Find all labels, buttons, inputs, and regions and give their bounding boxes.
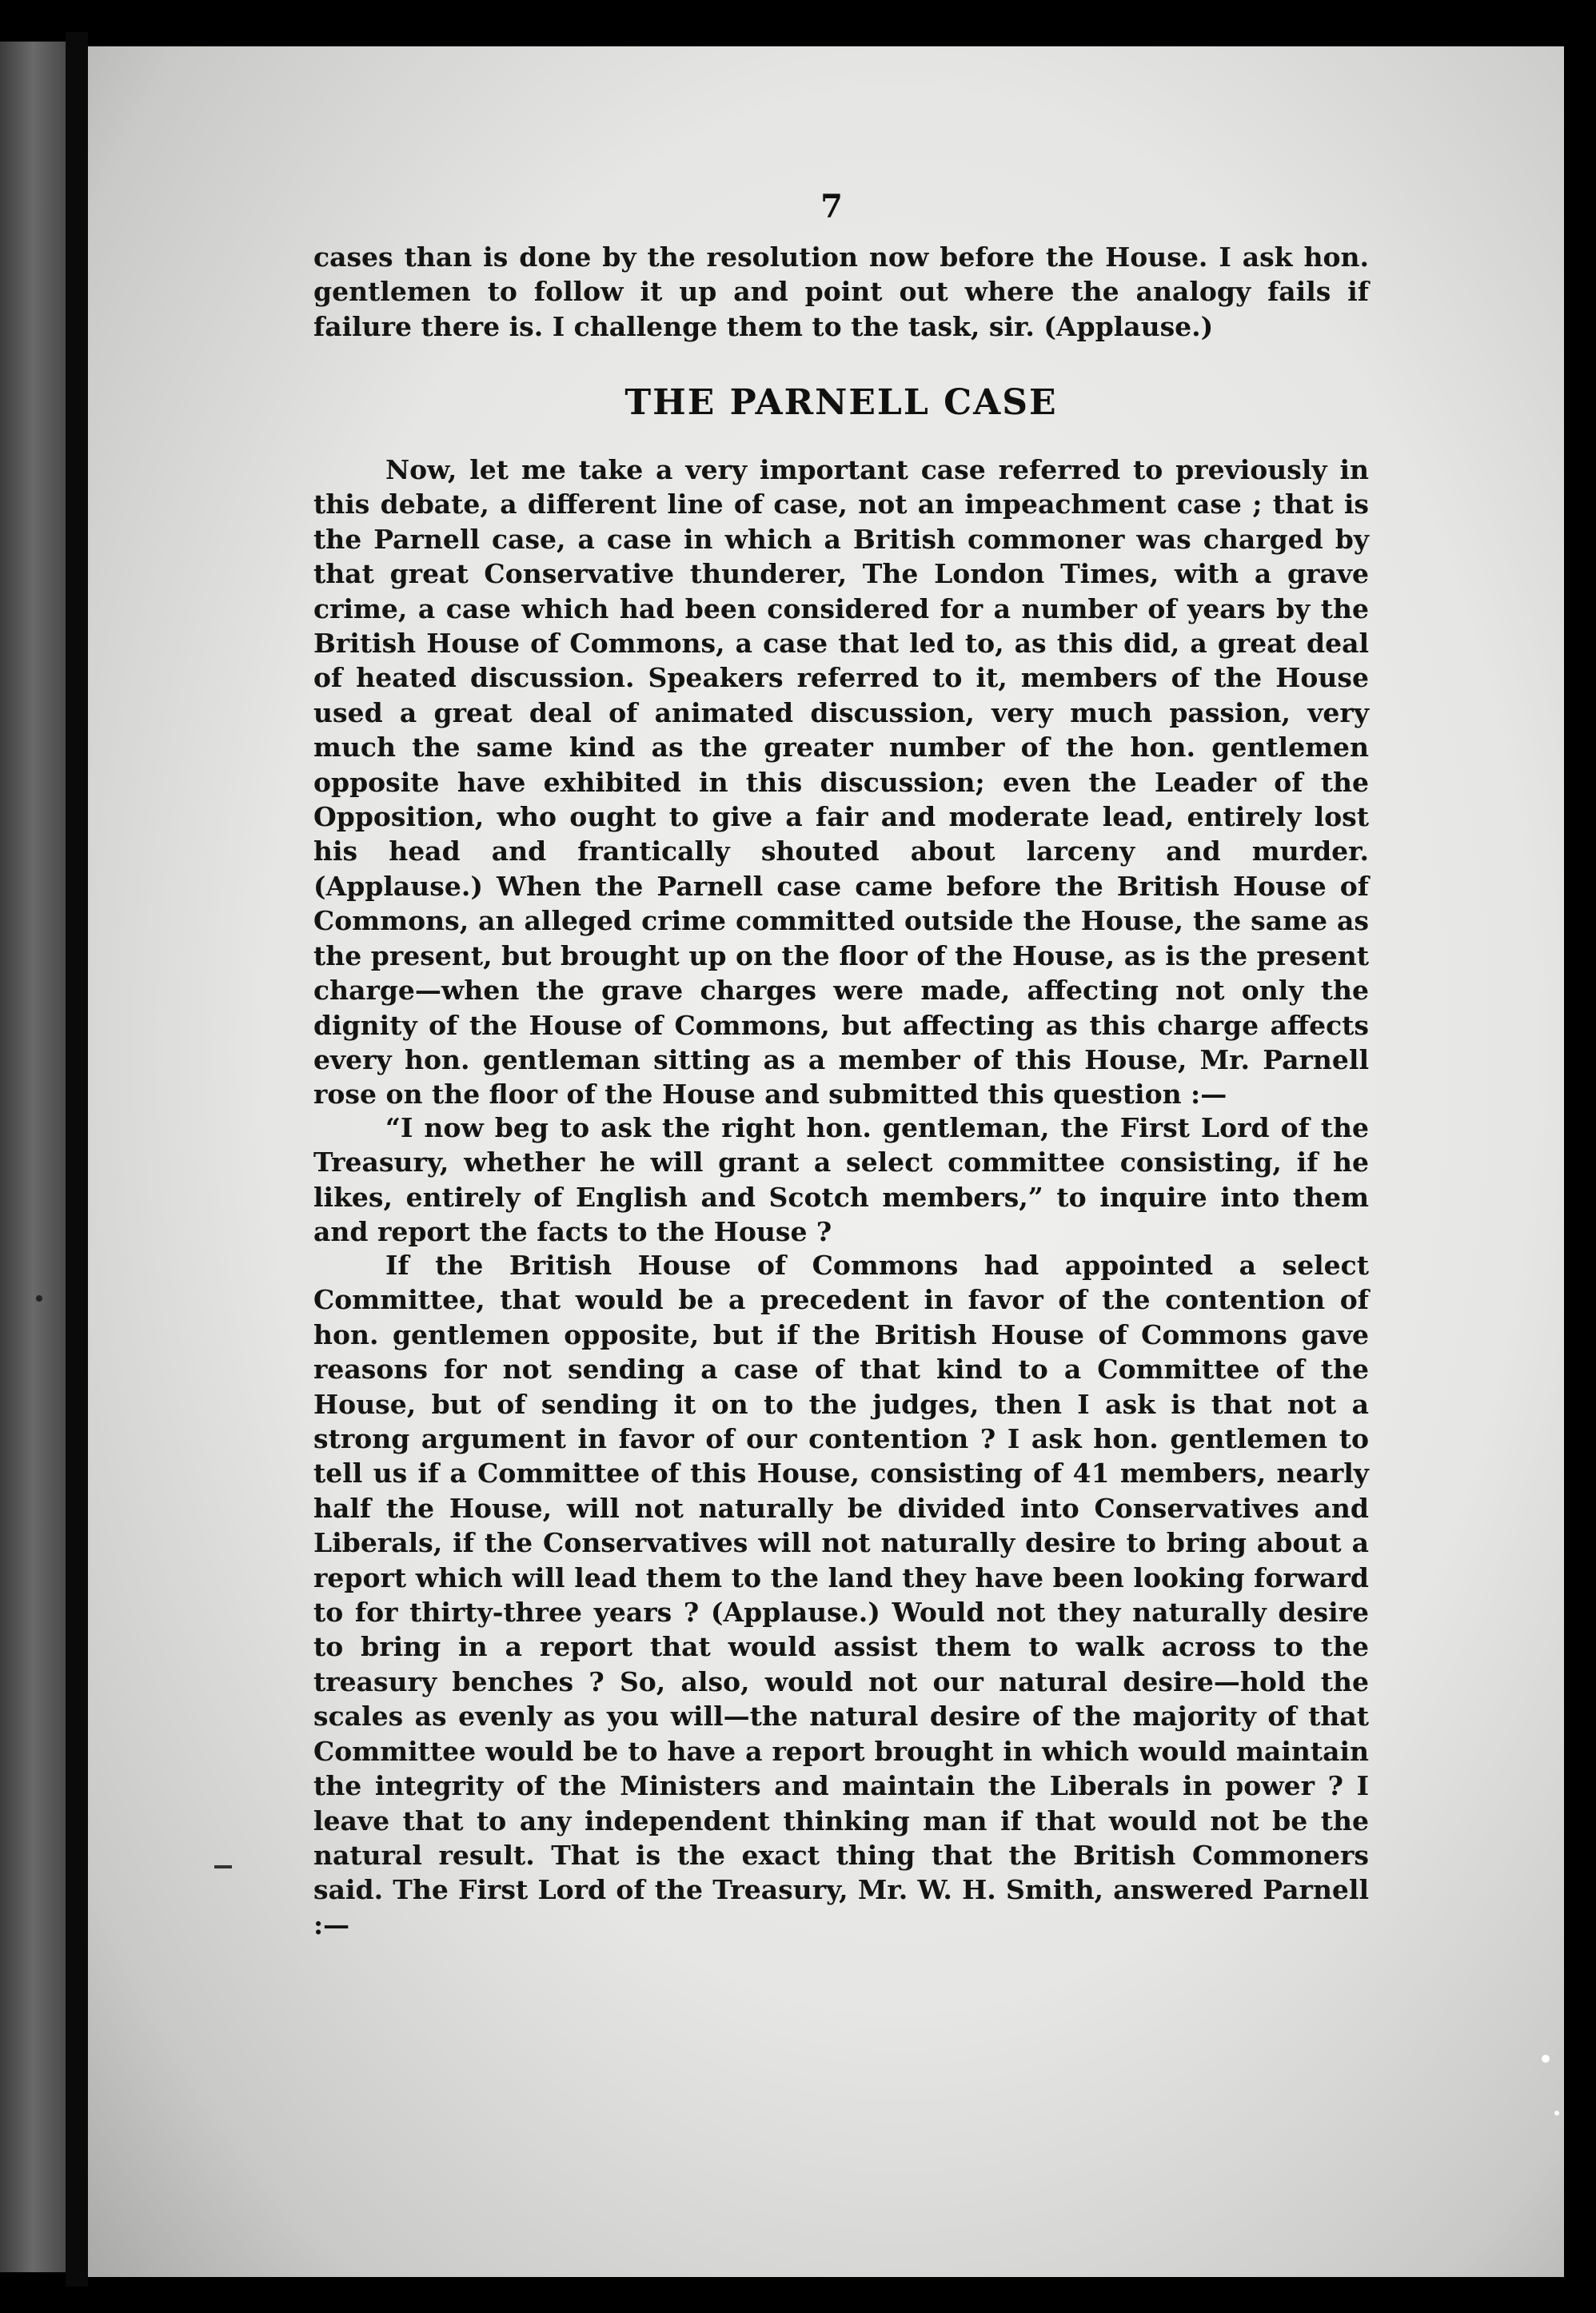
main-paragraph: Now, let me take a very important case referred to previously in this debate, a different line of case, not an impeachment case ; that is the Parnell case, a case in which a British commoner was charged by that great Conservative thunderer, The London Times, with a grave crime, a case which had been considered for a number of years by the British House of Commons, a case that led to, as this did, a great deal of heated discussion. Speakers referred to it, members of the House used a great deal of animated discussion, very much passion, very much the same kind as the greater number of the hon. gentlemen opposite have exhibited in this discussion; even the Leader of the Opposition, who ought to give a fair and moderate lead, entirely lost his head and frantically shouted about larceny and murder. (Applause.) When the Parnell case came before the British House of Commons, an alleged crime committed outside the House, the same as the present, but brought up on the floor of the House, as is the present charge—when the grave charges were made, affecting not only the dignity of the House of Commons, but affecting as this charge affects every hon. gentleman sitting as a member of this House, Mr. Parnell rose on the floor of the House and submitted this question :— (313, 454, 1369, 1111)
book-gutter (66, 32, 88, 2287)
scan-speck (1542, 2055, 1550, 2063)
opening-paragraph: cases than is done by the resolution now before the House. I ask hon. gentlemen to follow it up and point out where the analogy fails if failure there is. I challenge them to the task, sir. (Applause.) (313, 241, 1369, 342)
left-facing-page-edge (0, 42, 66, 2272)
scan-speck (1554, 2111, 1559, 2116)
margin-dot-mark (36, 1295, 42, 1302)
closing-paragraph: If the British House of Commons had appointed a select Committee, that would be a precedent in favor of the contention of hon. gentlemen opposite, but if the British House of Commons gave reasons for not sending a case of that kind to a Committee of the House, but of sending it on to the judges, then I ask is that not a strong argument in favor of our contention ? I ask hon. gentlemen to tell us if a Committee of this House, consisting of 41 members, nearly half the House, will not naturally be divided into Conservatives and Liberals, if the Conservatives will not naturally desire to bring about a report which will lead them to the land they have been looking forward to for thirty-three years ? (Applause.) Would not they naturally desire to bring in a report that would assist them to walk across to the treasury benches ? So, also, would not our natural desire—hold the scales as evenly as you will—the natural desire of the majority of that Committee would be to have a report brought in which would maintain the integrity of the Ministers and maintain the Liberals in power ? I leave that to any independent thinking man if that would not be the natural result. That is the exact thing that the British Commoners said. The First Lord of the Treasury, Mr. W. H. Smith, answered Parnell :— (313, 1250, 1369, 1940)
page-number: 7 (820, 188, 843, 225)
parnell-quote-paragraph: “I now beg to ask the right hon. gentleman, the First Lord of the Treasury, whether he will grant a select committee consisting, if he likes, entirely of English and Scotch members,” to inquire into them and report the facts to the House ? (313, 1112, 1369, 1248)
margin-dash-mark (214, 1865, 232, 1868)
section-heading: THE PARNELL CASE (624, 382, 1058, 423)
